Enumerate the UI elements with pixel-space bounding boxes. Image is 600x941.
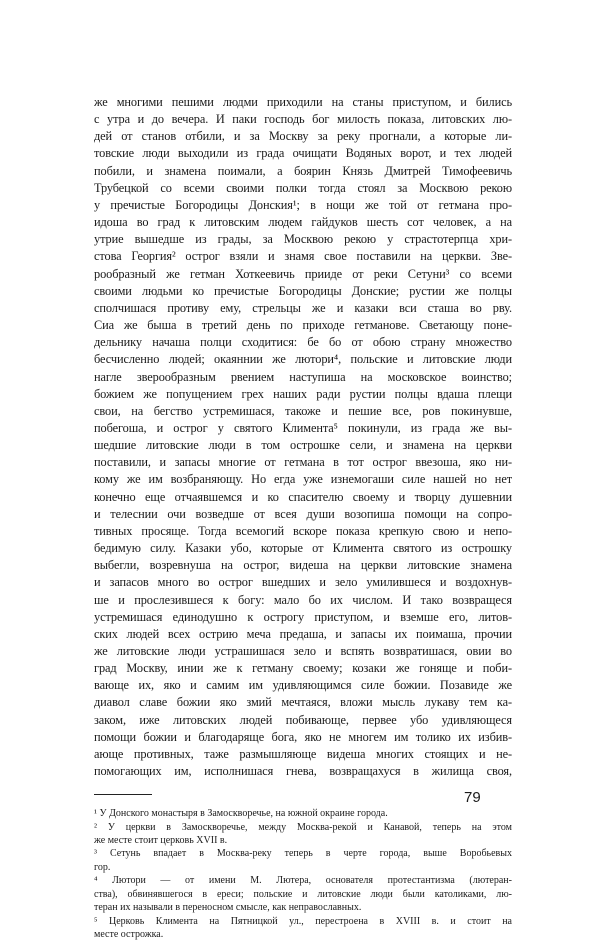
footnote-line: же месте стоит церковь XVII в. [94, 835, 228, 847]
footnote-line: ⁴ Лютори — от имени М. Лютера, основателя протестантизма (лютеран- [94, 875, 512, 887]
footnote-line: ⁵ Церковь Климента на Пятницкой ул., перестроена в XVIII в. и стоит на [94, 915, 512, 927]
text-line: устремишася единодушно к острогу приступом, и вземше его, литов- [94, 609, 512, 624]
text-line: дей от станов отбили, и за Москву за реку прогнали, а которые ли- [94, 129, 512, 144]
text-line: и запасов много во острог вшедших и зело умилившеся и воздохнув- [94, 575, 512, 590]
text-line: бесчисленно людей; окаяннии же лютори⁴, польские и литовские люди [94, 352, 512, 367]
text-line: помощи божии и благодаряще бога, яко не многем им толико их избив- [94, 729, 512, 744]
text-line: же многими пешими людми приходили на станы приступом, и бились [94, 95, 512, 109]
text-line: ских людей всех острию меча предаша, и запасы их поимаша, прочии [94, 626, 512, 641]
footnote-line: ² У церкви в Замоскворечье, между Москва-рекой и Канавой, теперь на этом [94, 821, 512, 833]
text-line: нагле зверообразным рвением наступиша на московское воинство; [94, 369, 512, 384]
text-line: кому же им возбраняющу. Но егда уже изнемогаши силе нашей но нет [94, 472, 512, 487]
text-line: ающе противных, таже размышляюще видеша многих стоящих и не- [94, 746, 512, 761]
text-line: и телеснии очи возведше от всея души возопиша помощи на сопро- [94, 506, 512, 521]
text-line: идоша во град к литовским людем гайдуков шесть сот человек, а на [94, 215, 512, 230]
text-line: Трубецкой со всеми своими полки тогда стоял за Москвою рекою [94, 180, 512, 195]
text-line: побили, и знамена поимали, а боярин Князь Дмитрей Тимофеевичь [94, 163, 512, 178]
text-line: с утра и до вечера. И паки господь бог милость показа, литовских лю- [94, 112, 512, 127]
text-line: рообразный же гетман Хоткеевичь прииде от реки Сетуни³ со всеми [94, 266, 512, 281]
text-line: сполчишася противу ему, стрельцы же и казаки вси сташа во рву. [94, 300, 512, 315]
text-line: поставили, и запасы многие от гетмана в тот острог ввезоша, яко ни- [94, 455, 512, 470]
text-line: помогающих им, исполнишася гнева, возвращахуся в жилища своя, [94, 764, 512, 779]
text-line: стова Георгия² острог взяли и знамя свое поставили на церкви. Зве- [94, 249, 512, 264]
text-line: своими людьми ко пречистые Богородицы Донские; рустии же полцы [94, 283, 512, 298]
text-line: Сиа же быша в третий день по приходе гетманове. Светающу поне- [94, 318, 512, 333]
text-line: шедшие литовские люди в том острошке сели, и знамена на церкви [94, 438, 512, 453]
footnote-line: месте острожка. [94, 928, 164, 940]
text-line: заком, иже литовских людей побивающе, первее убо удивляющеся [94, 712, 512, 727]
footnote-line: ³ Сетунь впадает в Москва-реку теперь в черте города, выше Воробьевых [94, 848, 512, 860]
footnote-line: ¹ У Донского монастыря в Замоскворечье, на южной окраине города. [94, 808, 388, 820]
text-line: божием же попущением грех наших ради рустии полцы вдаша плещи [94, 386, 512, 401]
text-line: у пречистые Богородицы Донския¹; в нощи же той от гетмана про- [94, 197, 512, 212]
text-line: вающе их, яко и самим им удивляющимся силе божии. Позавиде же [94, 678, 512, 693]
text-line: утрие вышедше из грады, за Москвою рекою у страстотерпца хри- [94, 232, 512, 247]
text-line: свои, на бегство устремишася, такоже и пешие все, ров покинувше, [94, 403, 512, 418]
footnotes [94, 807, 512, 941]
footnote-line: гор. [94, 861, 111, 873]
text-line: дельнику начаша полци сходитися: бе бо от обою страну множество [94, 335, 512, 350]
page-number: 79 [464, 789, 481, 806]
main-text [94, 94, 512, 780]
text-line: товские люди выходили из града очищати Водяных ворот, и тех людей [94, 146, 512, 161]
text-line: выбегли, возревнуша на острог, видеша на церкви литовские знамена [94, 558, 512, 573]
footnote-divider [94, 794, 152, 795]
book-page [94, 94, 512, 941]
text-line: же литовские люди устрашишася зело и вспять возвратишася, овии во [94, 644, 512, 658]
text-line: град Москву, инии же к гетману своему; козаки же гоняще и поби- [94, 661, 512, 676]
footnote-line: ства), обвинявшегося в ереси; польские и литовские люди были католиками, лю- [94, 888, 512, 900]
footnote-line: теран их называли в переносном смысле, как неправославных. [94, 902, 362, 914]
text-line: тивных просяще. Тогда всемогий вскоре показа крепкую свою и непо- [94, 523, 512, 538]
text-line: бедимую силу. Казаки убо, которые от Климента святого из острошку [94, 541, 512, 556]
text-line: побегоша, и острог у святого Климента⁵ покинули, из града же вы- [94, 420, 512, 435]
text-line: конечно еще отчаявшемся и ко спасителю своему и творцу душевнии [94, 489, 512, 504]
text-line: диавол славе божии яко змий мечтаяся, вложи мысль лукаву тем ка- [94, 695, 512, 710]
text-line: ше и прослезившеся к богу: мало бо их числом. И тако возвращеся [94, 592, 512, 607]
